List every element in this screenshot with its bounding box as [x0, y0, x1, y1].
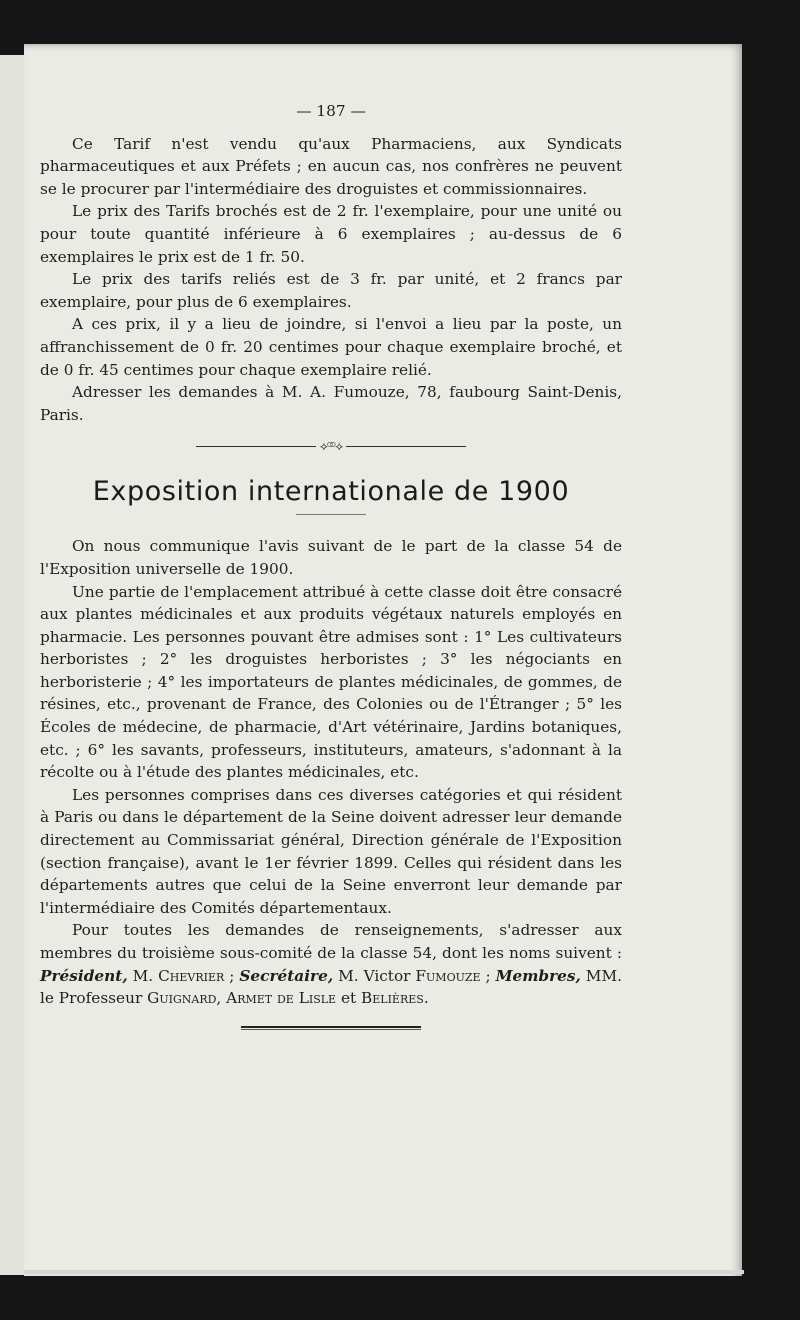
heading-underline	[296, 514, 366, 515]
member-name: Guignard	[147, 989, 217, 1008]
committee-intro: Pour toutes les demandes de renseignements, s'adresser aux membres du troisième sous-comité de la classe 54, dont les noms suivent :	[40, 921, 622, 962]
president-label: Président,	[40, 966, 128, 985]
page-bottom-edge	[24, 1270, 744, 1274]
members-label: Membres,	[495, 966, 581, 985]
paragraph: Les personnes comprises dans ces diverses catégories et qui résident à Paris ou dans le département de la Seine doivent adresser leur demande directement au Commissariat général, Direction générale de l'Exposition (section française), avant le 1er février 1899. Celles qui résident dans les départements autres que celui de la Seine enverront leur demande par l'intermédiaire des Comités départementaux.	[40, 785, 622, 917]
paragraph: Une partie de l'emplacement attribué à cette classe doit être consacré aux plantes médicinales et aux produits végétaux naturels employés en pharmacie. Les personnes pouvant être admises sont : 1° Les cultivateurs herboristes ; 2° les droguistes herboristes ; 3° les négociants en herboristerie ; 4° les importateurs de plantes médicinales, de gommes, de résines, etc., provenant de France, des Colonies ou de l'Étranger ; 5° les Écoles de médecine, de pharmacie, d'Art vétérinaire, Jardins botaniques, etc. ; 6° les savants, professeurs, instituteurs, amateurs, s'adonnant à la récolte ou à l'étude des plantes médicinales, etc.	[40, 582, 622, 782]
period: .	[423, 989, 429, 1008]
secretary-label: Secrétaire,	[239, 966, 334, 985]
end-rule-thin	[241, 1029, 421, 1030]
member-name: Armet de Lisle	[226, 989, 337, 1008]
paragraph: Adresser les demandes à M. A. Fumouze, 78, faubourg Saint-Denis, Paris.	[40, 383, 622, 424]
secretary-name: Fumouze	[415, 966, 481, 985]
separator: ,	[216, 989, 227, 1008]
paragraph: Le prix des tarifs reliés est de 3 fr. par unité, et 2 francs par exemplaire, pour plus de 6 exemplaires.	[40, 270, 622, 311]
ornament-rule-left	[196, 446, 316, 447]
previous-page-edge	[0, 55, 25, 1275]
separator: ;	[480, 966, 496, 985]
end-rule-thick	[241, 1026, 421, 1028]
page-number: — 187 —	[296, 102, 366, 120]
ornament-glyph: ⟡⚭⟡	[319, 439, 343, 454]
ornament-rule-right	[346, 446, 466, 447]
page-content	[40, 100, 622, 1031]
member-name: Belières	[361, 989, 424, 1008]
president-name: Chevrier	[158, 966, 225, 985]
paragraph: Ce Tarif n'est vendu qu'aux Pharmaciens, aux Syndicats pharmaceutiques et aux Préfets ; en aucun cas, nos confrères ne peuvent se le procurer par l'intermédiaire des droguistes et commissionnaires.	[40, 134, 622, 198]
paragraph: Le prix des Tarifs brochés est de 2 fr. l'exemplaire, pour une unité ou pour toute quantité inférieure à 6 exemplaires ; au-dessus de 6 exemplaires le prix est de 1 fr. 50.	[40, 202, 622, 266]
end-rule	[241, 1026, 421, 1030]
paragraph: A ces prix, il y a lieu de joindre, si l'envoi a lieu par la poste, un affranchissement de 0 fr. 20 centimes pour chaque exemplaire broché, et de 0 fr. 45 centimes pour chaque exemplaire relié.	[40, 315, 622, 379]
separator: ;	[224, 966, 240, 985]
president-title: M.	[127, 966, 159, 985]
section-heading: Exposition internationale de 1900	[92, 476, 570, 508]
members-text: MM. le Professeur	[40, 966, 622, 1008]
section-ornament	[40, 438, 622, 454]
conjunction: et	[336, 989, 362, 1008]
paragraph: On nous communique l'avis suivant de le part de la classe 54 de l'Exposition universelle de 1900.	[40, 537, 622, 578]
secretary-title: M. Victor	[333, 966, 416, 985]
committee-paragraph	[40, 919, 622, 1009]
